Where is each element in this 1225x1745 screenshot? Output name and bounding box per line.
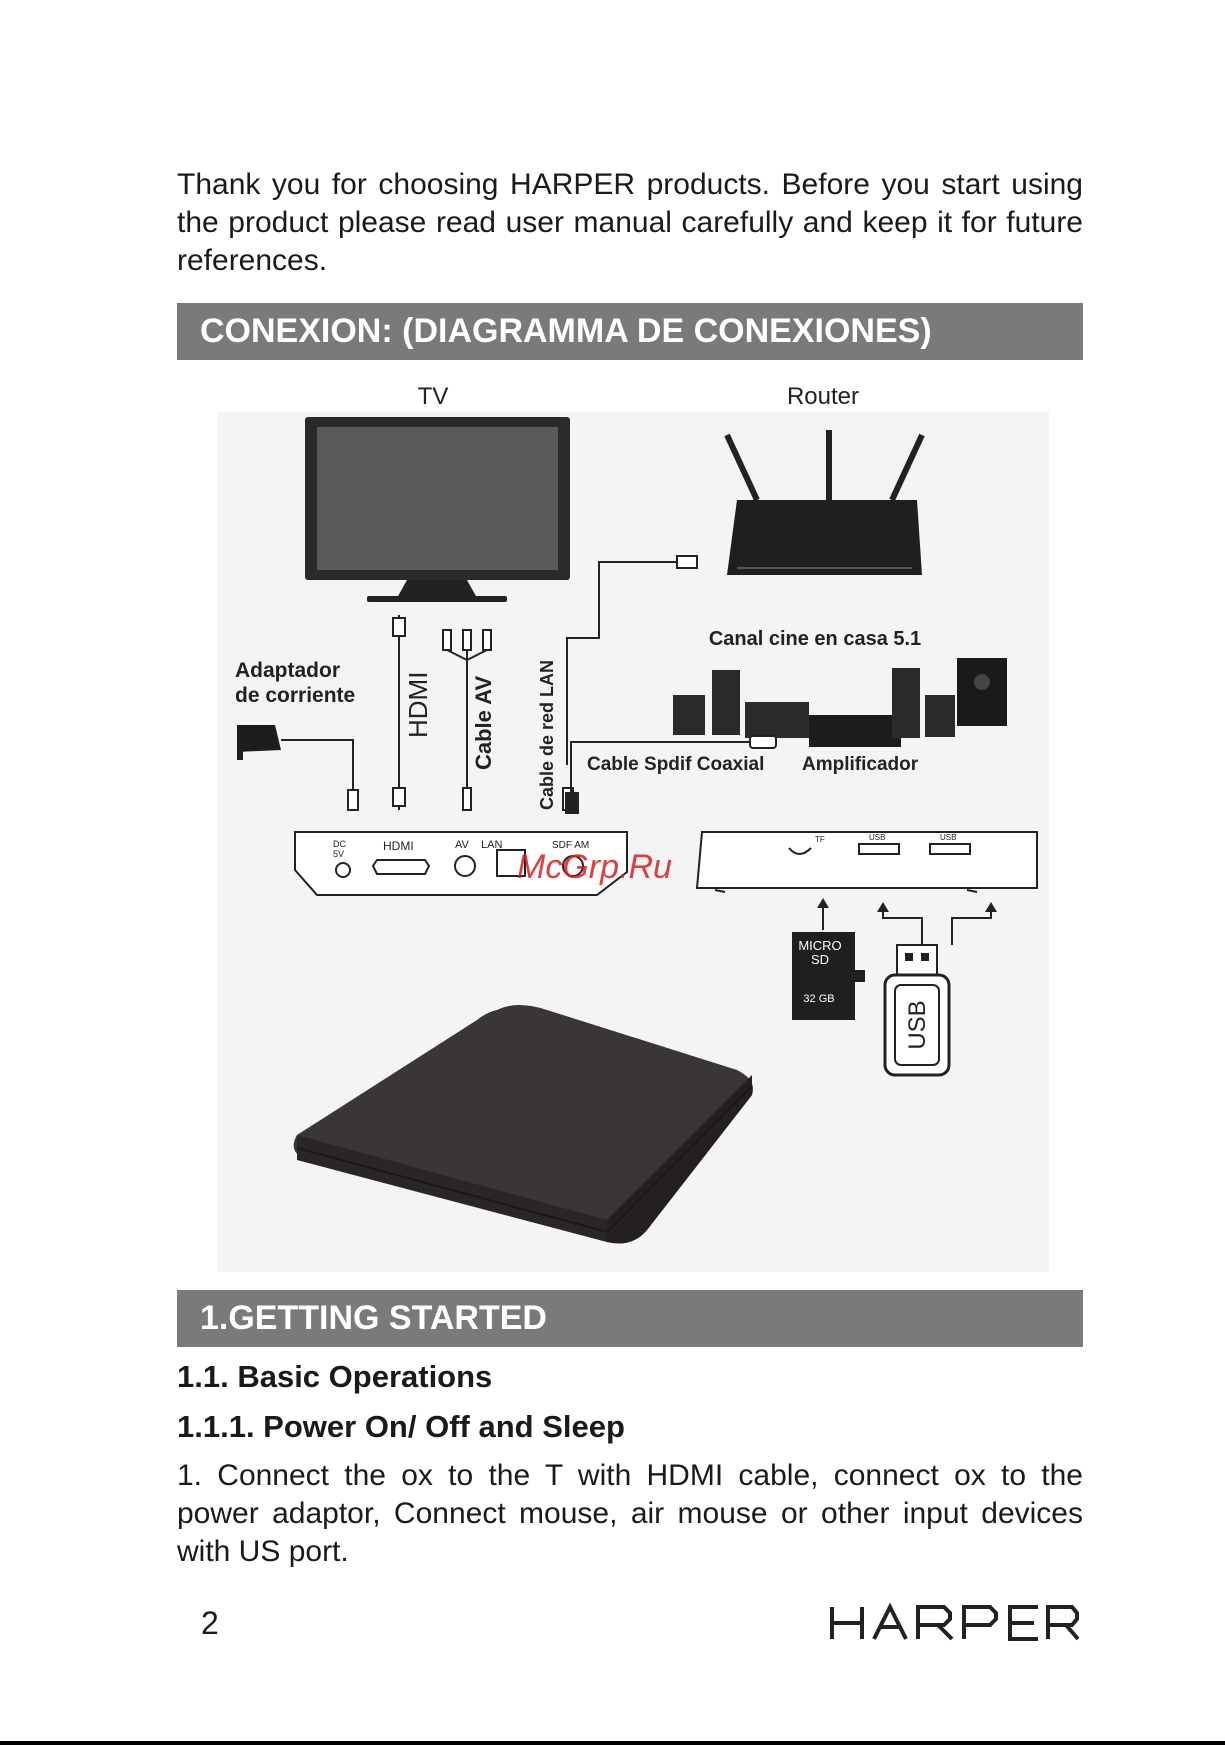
harper-logo (830, 1603, 1080, 1648)
port-usb2-label: USB (940, 833, 957, 842)
port-lan-label: LAN (481, 839, 503, 851)
microsd-label-line1: MICRO (798, 938, 842, 953)
lan-plug-router (677, 556, 697, 568)
intro-paragraph: Thank you for choosing HARPER products. Before you start using the product please read user manual carefully and keep it for future references. (177, 168, 1083, 277)
port-spdif-label: SDF AM (552, 840, 590, 851)
av-cable-label: Cable AV (471, 675, 496, 770)
port-usb1-label: USB (869, 833, 886, 842)
port-tf-label: TF (815, 835, 825, 844)
hdmi-plug-tv (393, 618, 405, 636)
port-hdmi-label: HDMI (383, 839, 414, 853)
spdif-label: Cable Spdif Coaxial (587, 754, 765, 775)
router-label: Router (786, 383, 860, 410)
heading-power-on-off: 1.1.1. Power On/ Off and Sleep (177, 1409, 625, 1444)
av-plug-1 (443, 630, 451, 650)
port-dc-volt-label: 5V (333, 849, 345, 859)
port-av-label: AV (455, 839, 469, 851)
heading-basic-operations: 1.1. Basic Operations (177, 1359, 493, 1394)
page-bottom-rule (0, 1741, 1225, 1745)
av-plug-2 (463, 630, 471, 650)
amplifier-label: Amplificador (802, 754, 919, 775)
hdmi-cable-label: HDMI (403, 671, 433, 738)
lan-cable-label: Cable de red LAN (537, 659, 557, 810)
spdif-plug-amp (750, 736, 776, 748)
home-cinema-label: Canal cine en casa 5.1 (708, 628, 922, 650)
page-number: 2 (201, 1605, 219, 1641)
connection-diagram (177, 370, 1083, 1280)
step-1-paragraph: 1. Connect the ox to the T with HDMI cable, connect ox to the power adaptor, Connect mouse, air mouse or other input devices with US port. (177, 1459, 1083, 1568)
tv-label: TV (417, 383, 449, 410)
section-title-conexion: CONEXION: (DIAGRAMMA DE CONEXIONES) (177, 303, 1083, 360)
hdmi-plug-box (393, 788, 405, 806)
microsd-capacity: 32 GB (803, 993, 835, 1005)
section-title-getting-started: 1.GETTING STARTED (177, 1290, 1083, 1347)
usb-stick-label: USB (904, 1000, 931, 1050)
av-plug-3 (483, 630, 491, 650)
av-plug-box (463, 788, 471, 810)
box-side-panel (697, 832, 1037, 892)
power-adapter-label-line2: de corriente (235, 684, 356, 707)
power-adapter-label-line1: Adaptador (235, 659, 340, 682)
port-dc-label: DC (333, 839, 346, 849)
power-plug-box (348, 790, 358, 810)
watermark: McGrp.Ru (517, 848, 672, 886)
microsd-label-line2: SD (810, 952, 830, 967)
spdif-plug-box (565, 792, 579, 814)
tv-illustration (305, 417, 570, 602)
